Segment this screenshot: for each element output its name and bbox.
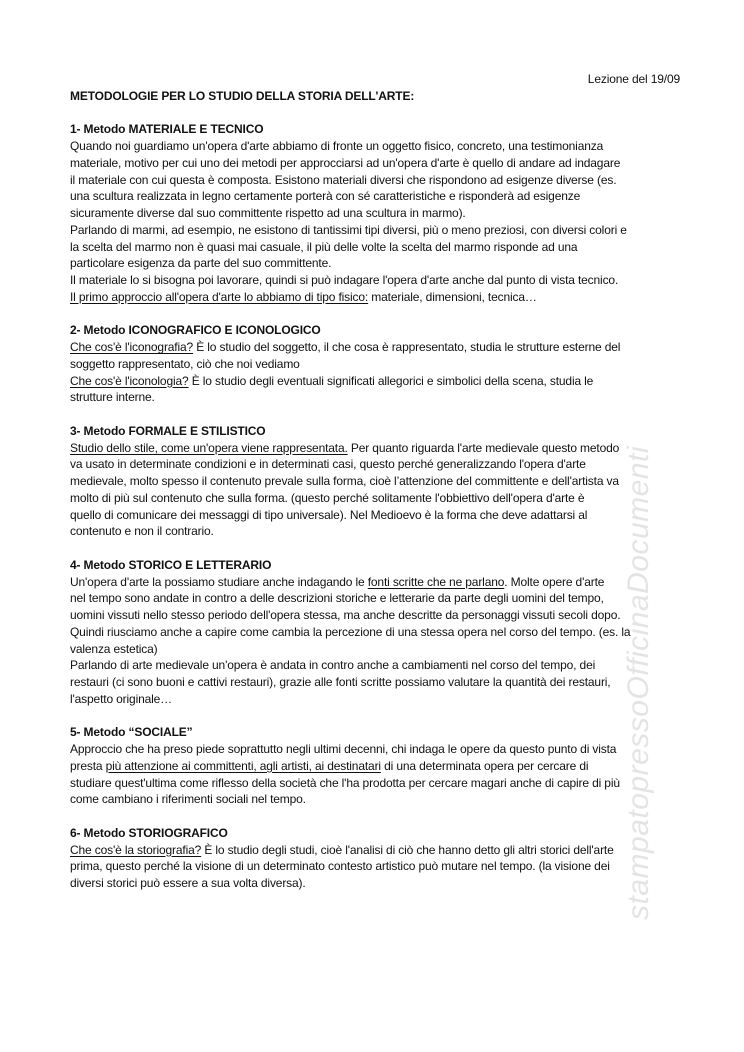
text-line (70, 339, 680, 356)
section-2 (70, 322, 680, 423)
text-span: prima, questo perché la visione di un determinato contesto artistico può mutare nel tempo. (la visione dei (70, 859, 610, 874)
underlined-text: fonti scritte che ne parlano (367, 574, 505, 589)
spacer (70, 306, 680, 323)
section-6 (70, 825, 680, 892)
section-5 (70, 724, 680, 825)
text-line (70, 523, 680, 540)
text-span: quello di comunicare dei messaggi di tipo universale). Nel Medioevo è la forma che deve adattarsi al (70, 507, 588, 522)
text-span: diversi storici può essere a sua volta diversa). (70, 876, 306, 890)
text-line (70, 858, 680, 875)
underlined-text: più attenzione ai committenti, agli artisti, ai destinatari (105, 758, 381, 773)
spacer (70, 708, 680, 725)
text-line (70, 624, 680, 641)
text-line (70, 641, 680, 658)
text-span: una scultura realizzata in legno certamente porterà con sé caratteristiche e risponderà ad esigenze (70, 189, 581, 204)
text-line (70, 155, 680, 172)
document-page (70, 71, 680, 892)
section-heading: 6- Metodo STORIOGRAFICO (70, 825, 228, 840)
text-span: materiale, motivo per cui uno dei metodi per approcciarsi ad un'opera d'arte è quello di andare ad indagare (70, 155, 621, 170)
text-span: Per quanto riguarda l'arte medievale questo metodo (347, 440, 620, 455)
text-span: È lo studio degli studi, cioè l'analisi di ciò che hanno detto gli altri storici dell'arte (201, 842, 614, 857)
text-span: Parlando di arte medievale un'opera è andata in contro anche a cambiamenti nel corso del tempo, dei (70, 658, 596, 673)
text-line (70, 289, 680, 306)
text-line (70, 473, 680, 490)
text-line (70, 607, 680, 624)
text-span: strutture interne. (70, 390, 155, 405)
spacer (70, 808, 680, 825)
text-line (70, 188, 680, 205)
section-heading: 4- Metodo STORICO E LETTERARIO (70, 557, 272, 572)
underlined-text: Studio dello stile, come un'opera viene rappresentata. (70, 440, 348, 455)
text-span: Quando noi guardiamo un'opera d'arte abbiamo di fronte un oggetto fisico, concreto, una testimonianza (70, 139, 604, 153)
text-line (70, 239, 680, 256)
text-span: Quindi riusciamo anche a capire come cambia la percezione di una stessa opera nel corso del tempo. (es. la (70, 624, 631, 639)
text-span: la scelta del marmo non è quasi mai casuale, il più delle volte la scelta del marmo risponde ad una (70, 239, 578, 254)
text-span: Un'opera d'arte la possiamo studiare anche indagando le (70, 574, 368, 589)
section-heading: 3- Metodo FORMALE E STILISTICO (70, 423, 266, 438)
text-span: uomini vissuti nello stesso periodo dell'opera stessa, ma anche descritte da personaggi vissuti secoli dopo. (70, 608, 621, 622)
text-line (70, 875, 680, 892)
underlined-text: Che cos'è la storiografia? (70, 842, 202, 857)
text-line (70, 674, 680, 691)
spacer (70, 406, 680, 423)
text-line (70, 138, 680, 155)
section-1 (70, 121, 680, 322)
text-span: soggetto rappresentato, ciò che noi vediamo (70, 356, 300, 371)
text-line (70, 507, 680, 524)
text-line (70, 456, 680, 473)
text-line (70, 574, 680, 591)
lesson-date: Lezione del 19/09 (587, 72, 680, 86)
text-line (70, 741, 680, 758)
text-line (70, 172, 680, 189)
text-line (70, 490, 680, 507)
section-heading: 1- Metodo MATERIALE E TECNICO (70, 122, 264, 137)
text-span: nel tempo sono andate in contro a delle descrizioni storiche e letterarie da parte degli uomini del tempo, (70, 591, 604, 606)
text-line (70, 791, 680, 808)
underlined-text: Il primo approccio all'opera d'arte lo abbiamo di tipo fisico: (70, 289, 369, 304)
text-line (70, 205, 680, 222)
text-line (70, 440, 680, 457)
text-span: l'aspetto originale… (70, 691, 173, 706)
text-span: valenza estetica) (70, 641, 158, 656)
text-line (70, 691, 680, 708)
text-span: sicuramente diverse dal suo committente rispetto ad una scultura in marmo). (70, 206, 466, 220)
text-line (70, 657, 680, 674)
text-line (70, 590, 680, 607)
section-3 (70, 423, 680, 557)
text-span: Approccio che ha preso piede soprattutto negli ultimi decenni, chi indaga le opere da questo punto di vista (70, 742, 617, 756)
underlined-text: Che cos'è l'iconologia? (70, 373, 189, 388)
text-span: È lo studio degli eventuali significati allegorici e simbolici della scena, studia le (188, 373, 594, 388)
spacer (70, 540, 680, 557)
section-heading: 2- Metodo ICONOGRAFICO E ICONOLOGICO (70, 323, 321, 338)
text-line (70, 356, 680, 373)
section-4 (70, 557, 680, 725)
sections (70, 121, 680, 892)
text-span: va usato in determinate condizioni e in determinati casi, questo perché generalizzando l'opera d'arte (70, 457, 586, 472)
text-span: il materiale con cui questa è composta. Esistono materiali diversi che rispondono ad esigenze diverse (es. (70, 172, 617, 187)
text-line (70, 272, 680, 289)
watermark: stampatopressoOfficinaDocumenti (622, 445, 655, 920)
text-span: materiale, dimensioni, tecnica… (368, 289, 537, 304)
text-span: Parlando di marmi, ad esempio, ne esistono di tantissimi tipi diversi, più o meno preziosi, con diversi colori e (70, 222, 627, 237)
text-span: presta (70, 758, 106, 773)
text-span: restauri (ci sono buoni e cattivi restauri), grazie alle fonti scritte possiamo valutare la quantità dei restauri, (70, 675, 611, 689)
spacer (70, 105, 680, 122)
text-span: È lo studio del soggetto, il che cosa è rappresentato, studia le strutture esterne del (193, 340, 621, 354)
text-line (70, 222, 680, 239)
document-title: METODOLOGIE PER LO STUDIO DELLA STORIA DELL'ARTE: (70, 88, 415, 103)
text-span: . Molte opere d'arte (504, 574, 605, 589)
text-span: medievale, molto spesso il contenuto prevale sulla forma, cioè l’attenzione del committente e dell'artista va (70, 474, 619, 488)
text-line (70, 373, 680, 390)
text-span: Il materiale lo si bisogna poi lavorare, quindi si può indagare l'opera d'arte anche dal punto di vista tecnico. (70, 273, 619, 287)
section-heading: 5- Metodo “SOCIALE” (70, 725, 193, 740)
text-span: studiare quest'ultima come riflesso della società che l'ha prodotta per cercare magari anche di capire di più (70, 775, 620, 790)
text-span: contenuto e non il contrario. (70, 524, 214, 539)
underlined-text: Che cos'è l'iconografia? (70, 340, 194, 354)
text-span: molto di più sul contenuto che sulla forma. (questo perché solitamente l'obbiettivo dell'opera d'arte è (70, 490, 585, 505)
text-span: di una determinata opera per cercare di (380, 758, 589, 773)
text-line (70, 842, 680, 859)
text-span: particolare esigenza da parte del suo committente. (70, 256, 332, 271)
text-line (70, 775, 680, 792)
text-span: come cambiano i riferimenti sociali nel tempo. (70, 792, 306, 807)
text-line (70, 389, 680, 406)
text-line (70, 255, 680, 272)
text-line (70, 758, 680, 775)
